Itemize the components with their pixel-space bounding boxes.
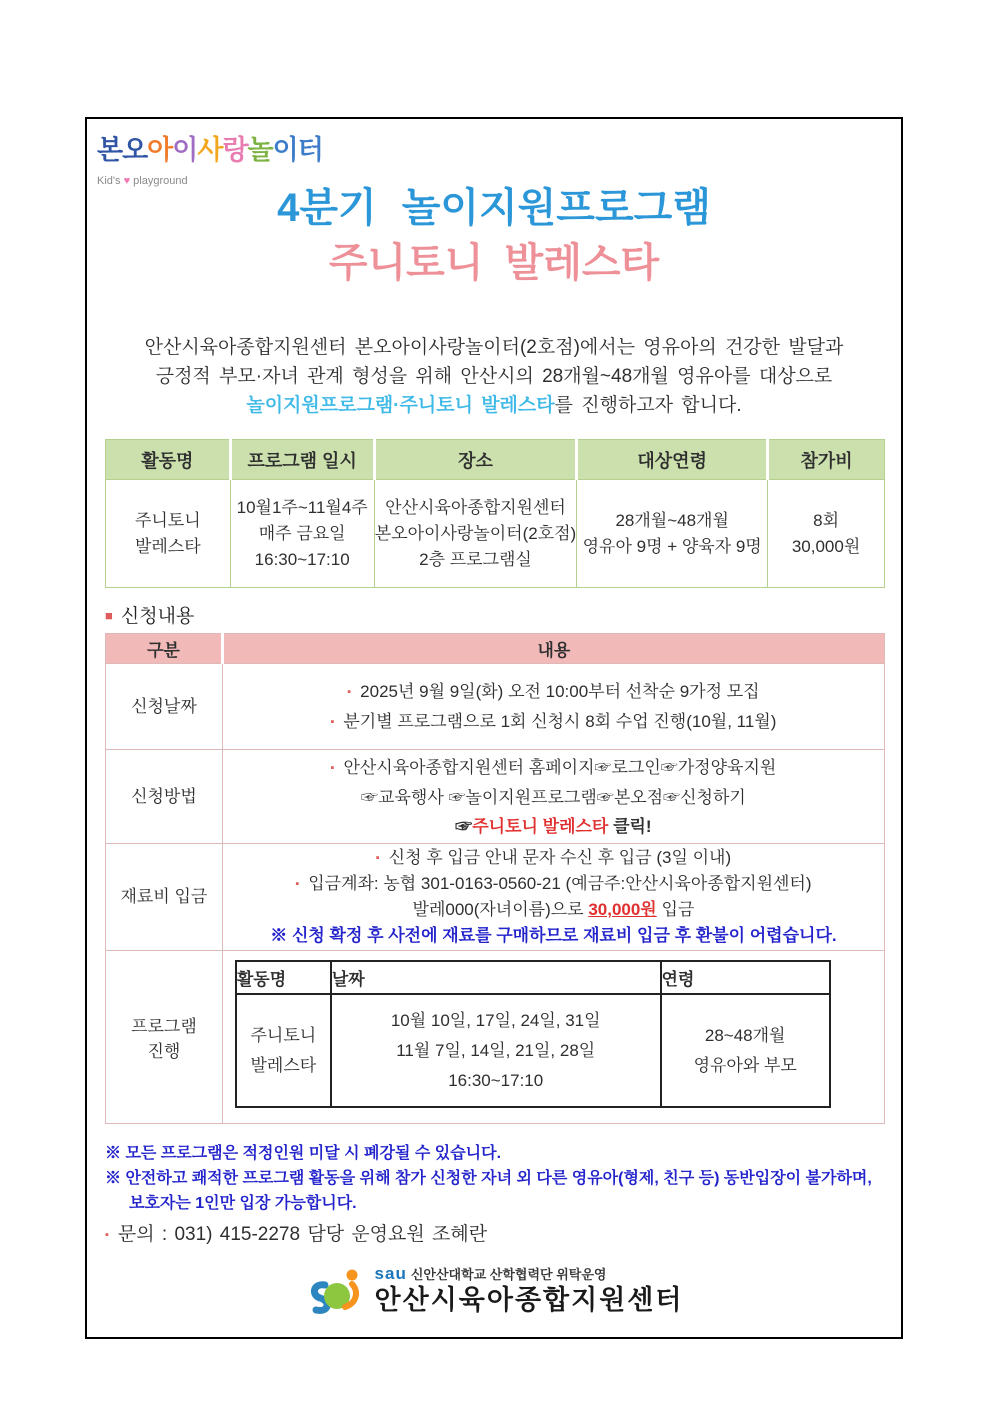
contact-line: [105, 1219, 487, 1246]
bullet-icon: ▪: [375, 852, 380, 864]
location-line: 2층 프로그램실: [419, 549, 532, 569]
activity-name-line: 주니토니: [134, 510, 201, 530]
payment-line1: [223, 845, 884, 871]
bullet-icon: ▪: [105, 1229, 109, 1241]
payment-line3: [223, 897, 884, 923]
location-line: 본오아이사랑놀이터(2호점): [374, 523, 577, 543]
bullet-icon: ▪: [347, 685, 352, 698]
method-click-text: 클릭!: [608, 816, 652, 836]
footer-text-block: [375, 1265, 684, 1316]
date-bullet2-text: 분기별 프로그램으로 1회 신청시 8회 수업 진행(10월, 11월): [343, 711, 777, 731]
inner-cell-age: [661, 994, 830, 1107]
fee-line: 8회: [813, 510, 839, 530]
cell-schedule: [230, 480, 374, 588]
label-program-progress: [106, 951, 223, 1124]
inner-program-table: [235, 960, 831, 1108]
payment-account-text: 입금계좌: 농협 301-0163-0560-21 (예금주:안산시육아종합지원센터): [308, 874, 812, 893]
row-program-progress: [106, 951, 885, 1124]
method-program-name-red: 주니토니 발레스타: [472, 816, 609, 836]
cell-age: [577, 480, 768, 588]
program-table-header-row: [106, 440, 885, 480]
section-heading: [105, 601, 194, 628]
col-content: 내용: [222, 634, 884, 664]
col-activity-name: 활동명: [106, 440, 231, 480]
logo-part: 랑: [222, 135, 248, 165]
bullet-icon: ▪: [330, 761, 335, 774]
age-line: 영유아 9명 + 양육자 9명: [582, 536, 762, 556]
footer-brand-sau: sau: [374, 1263, 407, 1283]
activity-name-line: 발레스타: [134, 536, 201, 556]
contact-text: 문의 : 031) 415-2278 담당 운영요원 조혜란: [117, 1224, 488, 1245]
date-bullet-line: [223, 707, 884, 737]
cell-activity-name: [106, 480, 231, 588]
tagline-post: playground: [130, 175, 188, 187]
footnotes: [105, 1141, 872, 1216]
footnote-2-cont: 보호자는 1인만 입장 가능합니다.: [129, 1195, 357, 1212]
row-application-date: [106, 664, 885, 750]
inner-age-line: 28~48개월: [704, 1025, 786, 1045]
payment-bullet1-text: 신청 후 입금 안내 문자 수신 후 입금 (3일 이내): [388, 848, 732, 867]
progress-label-line: 진행: [147, 1042, 181, 1061]
inner-data-row: [236, 994, 830, 1107]
col-program-datetime: 프로그램 일시: [230, 440, 374, 480]
row-application-method: [106, 750, 885, 844]
row-material-payment: [106, 844, 885, 951]
content-application-method: [222, 750, 884, 844]
page-title-line2: 주니토니 발레스타: [328, 241, 660, 285]
content-application-date: [222, 664, 884, 750]
inner-dates-line: 11월 7일, 14일, 21일, 28일: [396, 1040, 596, 1060]
program-table-row: [106, 480, 885, 588]
location-line: 안산시육아종합지원센터: [385, 497, 566, 517]
content-material-payment: [222, 844, 884, 951]
footer-center-name: 안산시육아종합지원센터: [374, 1284, 684, 1315]
footnote-2: ※ 안전하고 쾌적한 프로그램 활동을 위해 참가 신청한 자녀 외 다른 영유아(형제, 친구 등) 동반입장이 불가하며,: [105, 1170, 872, 1187]
intro-line2: 긍정적 부모·자녀 관계 형성을 위해 안산시의 28개월~48개월 영유아를 대상으로: [155, 366, 833, 387]
method-line1-text: 안산시육아종합지원센터 홈페이지☞로그인☞가정양육지원: [343, 757, 777, 777]
schedule-line: 매주 금요일: [258, 523, 346, 543]
progress-label-line: 프로그램: [131, 1017, 197, 1036]
footnote-1: ※ 모든 프로그램은 적정인원 미달 시 폐강될 수 있습니다.: [105, 1145, 502, 1162]
logo-part: 본오: [97, 135, 148, 165]
intro-line3: [87, 391, 901, 420]
application-table: [105, 633, 885, 1124]
cell-location: [374, 480, 577, 588]
payment-refund-warning: ※ 신청 확정 후 사전에 재료를 구매하므로 재료비 입금 후 환불이 어렵습니다.: [270, 926, 837, 945]
col-location: 장소: [374, 440, 577, 480]
payment-amount-red: 30,000원: [588, 900, 657, 919]
center-logo-mark: [305, 1263, 367, 1317]
payment-depositor-text: 발레000(자녀이름)으로: [412, 900, 589, 919]
payment-line2: [223, 871, 884, 897]
program-table: [105, 439, 885, 588]
footer-small-line: [375, 1265, 684, 1284]
fee-line: 30,000원: [791, 536, 861, 556]
col-target-age: 대상연령: [577, 440, 768, 480]
method-line3: [223, 812, 884, 841]
pointer-hand-icon: ☞: [455, 816, 473, 836]
inner-dates-line: 10월 10일, 17일, 24일, 31일: [390, 1010, 601, 1030]
intro-line3-rest: 를 진행하고자 합니다.: [554, 395, 742, 416]
application-header-row: [106, 634, 885, 664]
heart-icon: ♥: [123, 175, 131, 187]
date-bullet1-text: 2025년 9월 9일(화) 오전 10:00부터 선착순 9가정 모집: [360, 681, 760, 701]
inner-activity-line: 주니토니: [250, 1025, 317, 1045]
payment-line3-suffix: 입금: [656, 900, 695, 919]
method-line1: [223, 753, 884, 783]
col-category: 구분: [106, 634, 223, 664]
label-material-payment: 재료비 입금: [106, 844, 223, 951]
inner-header-row: [236, 961, 830, 994]
inner-cell-dates: [331, 994, 661, 1107]
method-line2: ☞교육행사 ☞놀이지원프로그램☞본오점☞신청하기: [361, 787, 746, 807]
schedule-line: 16:30~17:10: [254, 549, 350, 569]
label-application-date: 신청날짜: [106, 664, 223, 750]
inner-col-dates: 날짜: [331, 961, 661, 994]
footer-affiliation-text: 신안산대학교 산학협력단 위탁운영: [410, 1266, 607, 1282]
flyer-page: [85, 117, 903, 1339]
inner-dates-line: 16:30~17:10: [448, 1070, 544, 1090]
schedule-line: 10월1주~11월4주: [236, 497, 368, 517]
section-heading-label: 신청내용: [120, 606, 195, 627]
logo-part: 이터: [272, 135, 323, 165]
age-line: 28개월~48개월: [615, 510, 729, 530]
header-logo-text: [97, 135, 323, 165]
footer-logo: [87, 1263, 901, 1317]
logo-part: 이: [172, 135, 198, 165]
page-title-line1: 4분기 놀이지원프로그램: [277, 186, 711, 230]
tagline-pre: Kid's: [97, 175, 124, 187]
col-fee: 참가비: [768, 440, 885, 480]
intro-line1: 안산시육아종합지원센터 본오아이사랑놀이터(2호점)에서는 영유아의 건강한 발달과: [144, 337, 844, 358]
inner-col-age: 연령: [661, 961, 830, 994]
intro-paragraph: [87, 333, 901, 420]
title-block: [87, 181, 901, 291]
inner-col-activity: 활동명: [236, 961, 331, 994]
label-application-method: 신청방법: [106, 750, 223, 844]
intro-highlight: 놀이지원프로그램·주니토니 발레스타: [246, 395, 555, 416]
date-bullet-line: [223, 677, 884, 707]
inner-cell-activity: [236, 994, 331, 1107]
bullet-icon: ▪: [330, 715, 335, 728]
logo-part: 아: [147, 135, 173, 165]
logo-part: 놀: [247, 135, 273, 165]
section-square-icon: ■: [105, 608, 113, 623]
content-program-progress: [222, 951, 884, 1124]
bullet-icon: ▪: [295, 878, 300, 890]
inner-age-line: 영유아와 부모: [693, 1055, 797, 1075]
logo-part: 사: [197, 135, 223, 165]
cell-fee: [768, 480, 885, 588]
inner-activity-line: 발레스타: [250, 1055, 317, 1075]
